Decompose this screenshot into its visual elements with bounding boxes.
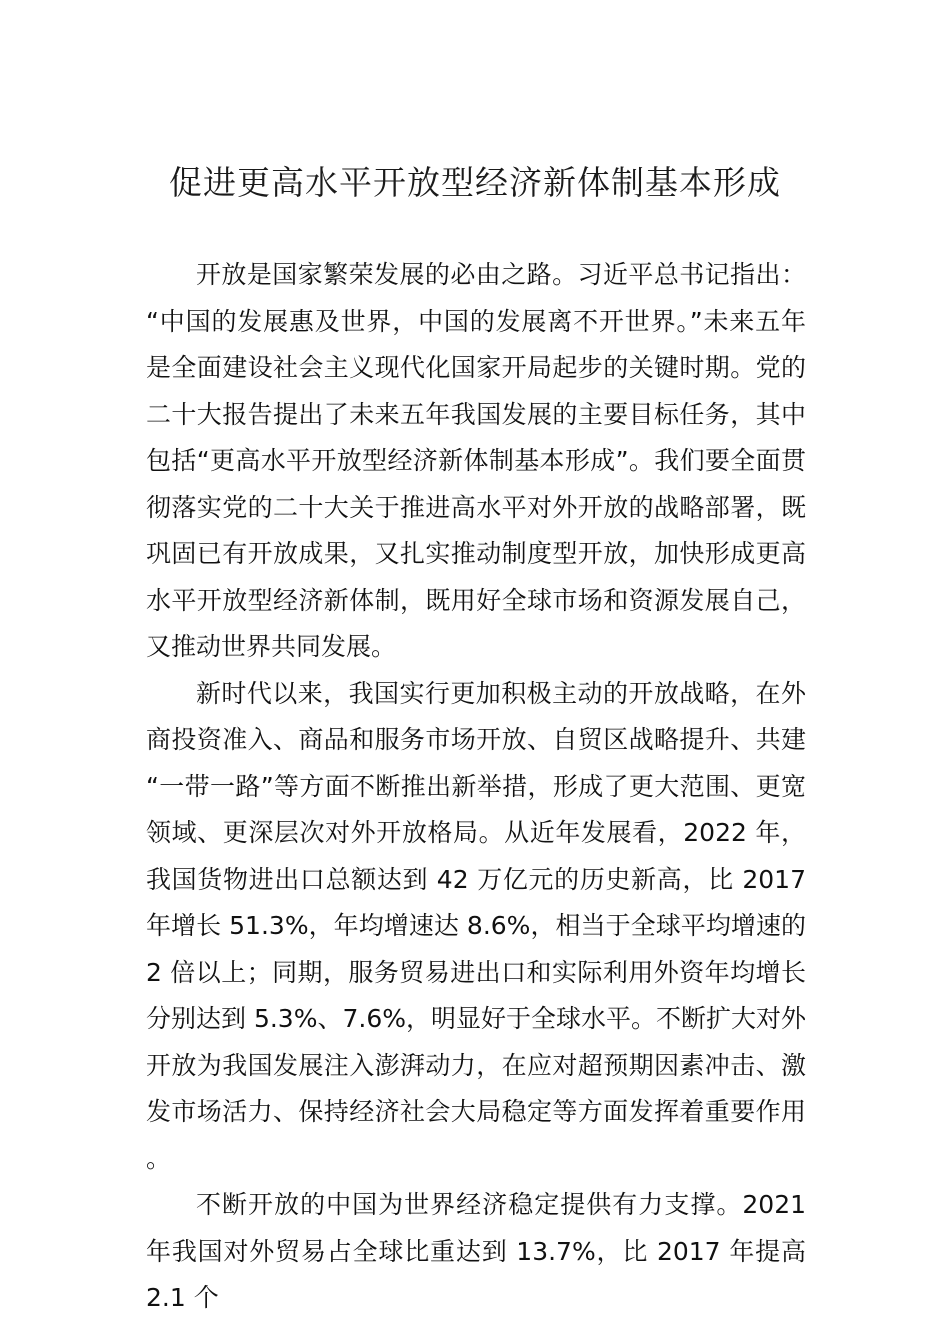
document-title: 促进更高水平开放型经济新体制基本形成 xyxy=(169,163,781,202)
paragraph-2: 新时代以来，我国实行更加积极主动的开放战略，在外商投资准入、商品和服务市场开放、自贸区战略提升、共建“一带一路”等方面不断推出新举措，形成了更大范围、更宽领域、更深层次对外开放格局。从近年发展看，2022 年，我国货物进出口总额达到 42 万亿元的历史新高，比 2017 年增长 51.3%，年均增速达 8.6%，相当于全球平均增速的 2 倍以上；同期，服务贸易进出口和实际利用外资年均增长分别达到 5.3%、7.6%，明显好于全球水平。不断扩大对外开放为我国发展注入澎湃动力，在应对超预期因素冲击、激发市场活力、保持经济社会大局稳定等方面发挥着重要作用。 xyxy=(146,678,806,1173)
paragraph-1: 开放是国家繁荣发展的必由之路。习近平总书记指出：“中国的发展惠及世界，中国的发展离不开世界。”未来五年是全面建设社会主义现代化国家开局起步的关键时期。党的二十大报告提出了未来五年我国发展的主要目标任务，其中包括“更高水平开放型经济新体制基本形成”。我们要全面贯彻落实党的二十大关于推进高水平对外开放的战略部署，既巩固已有开放成果，又扎实推动制度型开放，加快形成更高水平开放型经济新体制，既用好全球市场和资源发展自己，又推动世界共同发展。 xyxy=(146,260,806,661)
document-body xyxy=(146,252,806,1322)
paragraph-3: 不断开放的中国为世界经济稳定提供有力支撑。2021 年我国对外贸易占全球比重达到 13.7%，比 2017 年提高 2.1 个 xyxy=(146,1190,806,1312)
